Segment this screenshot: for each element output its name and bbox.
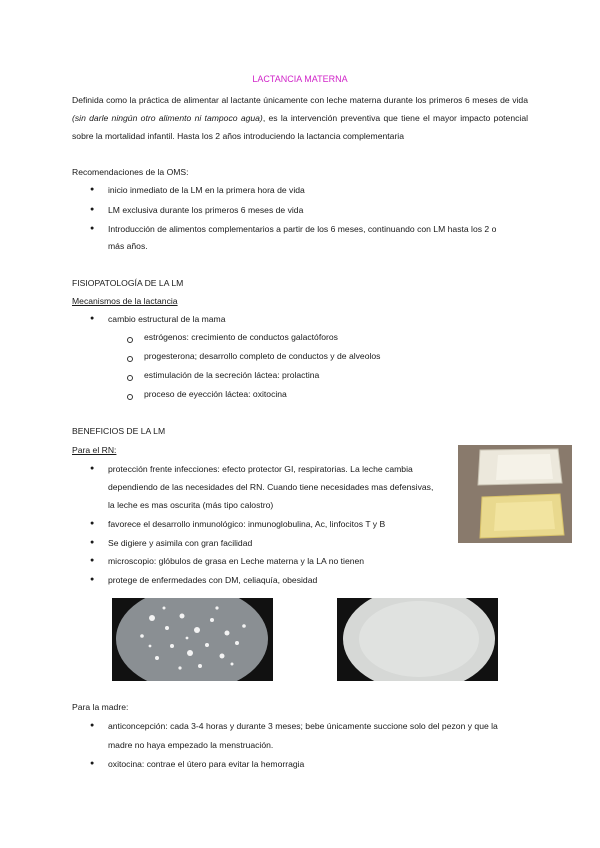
oms-heading: Recomendaciones de la OMS: — [72, 167, 189, 177]
madre-item-continued: madre no haya empezado la menstruación. — [108, 740, 274, 750]
bullet-icon: ● — [90, 225, 95, 232]
rn-item-continued: dependiendo de las necesidades del RN. Cuando tiene necesidades mas defensivas, — [108, 482, 434, 492]
intro-text-2: , es la intervención preventiva que tiene el mayor impacto potencial sobre la mortalidad infantil. Hasta los 2 años introduciendo la lactancia complementaria — [72, 113, 529, 141]
bullet-icon: ● — [90, 465, 95, 472]
oms-item: LM exclusiva durante los primeros 6 meses de vida — [108, 205, 304, 215]
bullet-icon: ● — [90, 186, 95, 193]
rn-heading: Para el RN: — [72, 445, 117, 455]
fisio-subheading: Mecanismos de la lactancia — [72, 296, 178, 306]
fisio-subitem: estrógenos: crecimiento de conductos galactóforos — [144, 332, 338, 342]
fisio-subitem: estimulación de la secreción láctea: prolactina — [144, 370, 320, 380]
bullet-icon: ● — [90, 315, 95, 322]
bullet-icon: ● — [90, 520, 95, 527]
milk-bags-photo — [458, 445, 572, 543]
circle-bullet-icon — [127, 356, 133, 362]
rn-item: microscopio: glóbulos de grasa en Leche materna y la LA no tienen — [108, 556, 365, 566]
circle-bullet-icon — [127, 394, 133, 400]
bullet-icon: ● — [90, 576, 95, 583]
oms-item: inicio inmediato de la LM en la primera hora de vida — [108, 185, 305, 195]
bullet-icon: ● — [90, 539, 95, 546]
microscope-breast-milk-image — [112, 598, 273, 681]
microscope-artificial-milk-image — [337, 598, 498, 681]
rn-item-continued: la leche es mas oscurita (más tipo calostro) — [108, 500, 274, 510]
circle-bullet-icon — [127, 375, 133, 381]
fisio-heading: FISIOPATOLOGÍA DE LA LM — [72, 278, 184, 288]
rn-item: protección frente infecciones: efecto protector GI, respiratorias. La leche cambia — [108, 464, 413, 474]
madre-heading: Para la madre: — [72, 702, 129, 712]
rn-item: Se digiere y asimila con gran facilidad — [108, 538, 253, 548]
fisio-subitem: proceso de eyección láctea: oxitocina — [144, 389, 287, 399]
madre-item: oxitocina: contrae el útero para evitar la hemorragia — [108, 759, 305, 769]
fisio-item: cambio estructural de la mama — [108, 314, 226, 324]
intro-paragraph — [72, 91, 528, 145]
madre-item: anticoncepción: cada 3-4 horas y durante 3 meses; bebe únicamente succione solo del pezon y que la — [108, 721, 498, 731]
intro-text-1: Definida como la práctica de alimentar al lactante únicamente con leche materna durante los primeros 6 meses de vida — [72, 95, 528, 105]
circle-bullet-icon — [127, 337, 133, 343]
rn-item: favorece el desarrollo inmunológico: inmunoglobulina, Ac, linfocitos T y B — [108, 519, 386, 529]
beneficios-heading: BENEFICIOS DE LA LM — [72, 426, 166, 436]
fisio-subitem: progesterona; desarrollo completo de conductos y de alveolos — [144, 351, 381, 361]
oms-item-continued: más años. — [108, 241, 148, 251]
bullet-icon: ● — [90, 206, 95, 213]
oms-item: Introducción de alimentos complementarios a partir de los 6 meses, continuando con LM hasta los 2 o — [108, 224, 497, 234]
bullet-icon: ● — [90, 760, 95, 767]
intro-italic: (sin darle ningún otro alimento ni tampoco agua) — [72, 113, 263, 123]
rn-item: protege de enfermedades con DM, celiaquía, obesidad — [108, 575, 318, 585]
page-title: LACTANCIA MATERNA — [252, 74, 348, 84]
bullet-icon: ● — [90, 722, 95, 729]
bullet-icon: ● — [90, 557, 95, 564]
